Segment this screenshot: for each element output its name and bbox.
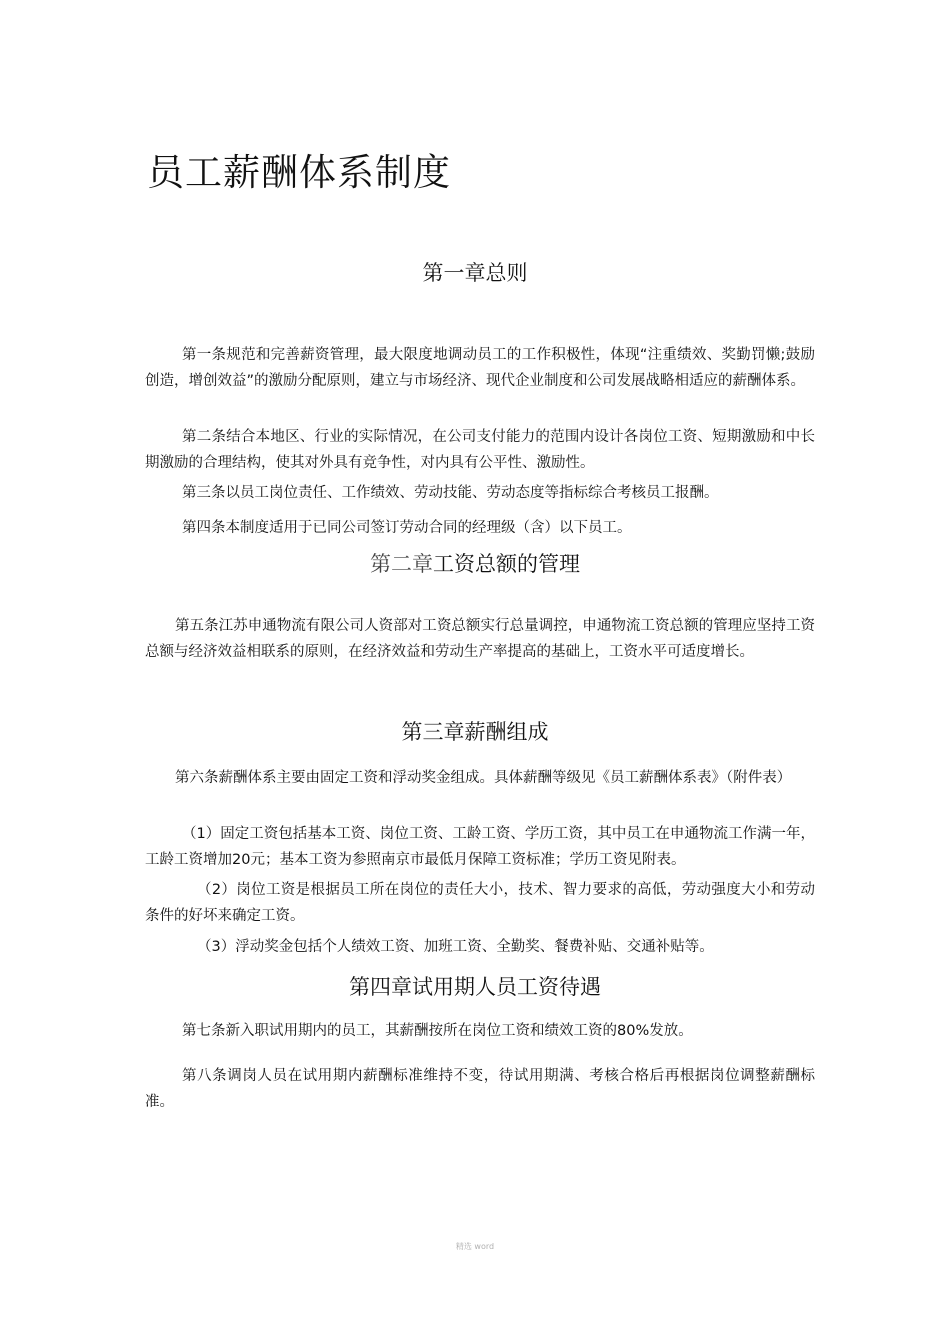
article-6: 第六条薪酬体系主要由固定工资和浮动奖金组成。具体薪酬等级见《员工薪酬体系表》（附件表） bbox=[175, 770, 792, 786]
article-5: 第五条江苏申通物流有限公司人资部对工资总额实行总量调控，申通物流工资总额的管理应坚持工资总额与经济效益相联系的原则，在经济效益和劳动生产率提高的基础上，工资水平可适度增长。 bbox=[145, 618, 815, 660]
article-4: 第四条本制度适用于已同公司签订劳动合同的经理级（含）以下员工。 bbox=[182, 520, 632, 536]
document-title: 员工薪酬体系制度 bbox=[147, 151, 451, 194]
chapter-2-heading bbox=[0, 549, 950, 579]
chapter-4-heading: 第四章试用期人员工资待遇 bbox=[349, 975, 601, 999]
article-3: 第三条以员工岗位责任、工作绩效、劳动技能、劳动态度等指标综合考核员工报酬。 bbox=[182, 485, 719, 501]
chapter-3-heading: 第三章薪酬组成 bbox=[401, 720, 549, 744]
article-7: 第七条新入职试用期内的员工，其薪酬按所在岗位工资和绩效工资的80%发放。 bbox=[182, 1023, 693, 1039]
article-2: 第二条结合本地区、行业的实际情况，在公司支付能力的范围内设计各岗位工资、短期激励和中长期激励的合理结构，使其对外具有竞争性，对内具有公平性、激励性。 bbox=[145, 429, 815, 471]
article-8: 第八条调岗人员在试用期内薪酬标准维持不变，待试用期满、考核合格后再根据岗位调整薪酬标准。 bbox=[145, 1068, 815, 1110]
page-footer: 精选 word bbox=[455, 1242, 495, 1251]
chapter-2-title: 工资总额的管理 bbox=[433, 552, 580, 576]
article-1: 第一条规范和完善薪资管理，最大限度地调动员工的工作积极性，体现“注重绩效、奖勤罚懒;鼓励创造，增创效益”的激励分配原则，建立与市场经济、现代企业制度和公司发展战略相适应的薪酬体系。 bbox=[145, 347, 815, 389]
article-6-item-3: （3）浮动奖金包括个人绩效工资、加班工资、全勤奖、餐费补贴、交通补贴等。 bbox=[197, 939, 714, 955]
article-6-item-2: （2）岗位工资是根据员工所在岗位的责任大小，技术、智力要求的高低，劳动强度大小和劳动条件的好坏来确定工资。 bbox=[145, 882, 815, 924]
article-6-item-1: （1）固定工资包括基本工资、岗位工资、工龄工资、学历工资，其中员工在申通物流工作满一年，工龄工资增加20元；基本工资为参照南京市最低月保障工资标准；学历工资见附表。 bbox=[145, 826, 815, 868]
chapter-2-prefix: 第二章 bbox=[370, 552, 433, 576]
chapter-1-heading: 第一章总则 bbox=[422, 261, 528, 285]
